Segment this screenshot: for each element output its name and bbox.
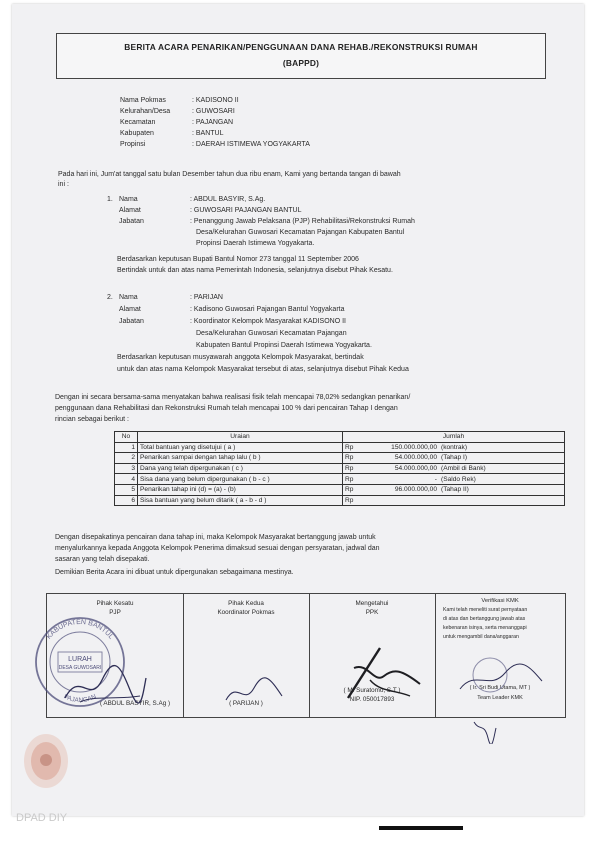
party-jabatan-cont: Desa/Kelurahan Guwosari Kecamatan Pajangan Kabupaten Bantul bbox=[196, 229, 405, 236]
party-number: 1. bbox=[107, 196, 113, 203]
party-number: 2. bbox=[107, 294, 113, 301]
row-uraian: Total bantuan yang disetujui ( a ) bbox=[138, 442, 343, 453]
document-subtitle: (BAPPD) bbox=[282, 58, 320, 68]
title-box bbox=[56, 33, 546, 79]
signatory-name: ( M. Suratomo, S.T ) bbox=[343, 687, 401, 694]
location-value: : DAERAH ISTIMEWA YOGYAKARTA bbox=[192, 141, 310, 148]
party-basis: Bertindak untuk dan atas nama Pemerintah Indonesia, selanjutnya disebut Pihak Kesatu. bbox=[117, 267, 393, 274]
location-label: Nama Pokmas bbox=[120, 97, 166, 104]
verification-text: untuk mengambil dana/anggaran bbox=[443, 634, 519, 640]
row-uraian: Sisa bantuan yang belum ditarik ( a - b - d ) bbox=[138, 495, 343, 506]
row-currency: Rp bbox=[343, 484, 366, 495]
location-value: : KADISONO II bbox=[192, 97, 239, 104]
stamp-center-text: LURAH bbox=[68, 656, 92, 663]
signature-scribble-icon bbox=[450, 655, 550, 700]
party-label: Nama bbox=[119, 294, 138, 301]
table-row bbox=[115, 495, 565, 506]
party-label: Alamat bbox=[119, 306, 141, 313]
verification-text: Kami telah meneliti surat pernyataan bbox=[443, 607, 528, 613]
row-currency: Rp bbox=[343, 495, 366, 506]
handwritten-mark-icon bbox=[470, 718, 500, 744]
signature-scribble-icon bbox=[340, 640, 430, 702]
row-uraian: Penarikan tahap ini (d) = (a) - (b) bbox=[138, 484, 343, 495]
archive-logo-icon bbox=[20, 730, 72, 792]
party-jabatan-cont: Propinsi Daerah Istimewa Yogyakarta. bbox=[196, 240, 315, 247]
closing-line: Dengan disepakatinya pencairan dana tahap ini, maka Kelompok Masyarakat bertanggung jawab untuk bbox=[55, 534, 376, 541]
signatory-name: ( Ir. Sri Budi Utama, MT ) bbox=[469, 685, 531, 691]
row-no: 4 bbox=[115, 474, 138, 485]
closing-line: Demikian Berita Acara ini dibuat untuk dipergunakan sebagaimana mestinya. bbox=[55, 569, 294, 576]
table-row bbox=[115, 484, 565, 495]
signatory-role: Team Leader KMK bbox=[477, 695, 523, 701]
row-no: 1 bbox=[115, 442, 138, 453]
signature-role: PJP bbox=[109, 609, 121, 616]
party-value: : GUWOSARI PAJANGAN BANTUL bbox=[190, 207, 302, 214]
table-header: Uraian bbox=[138, 432, 343, 443]
location-label: Kecamatan bbox=[120, 119, 156, 126]
scan-edge-bar bbox=[379, 826, 463, 830]
row-note: (Saldo Rek) bbox=[439, 474, 565, 485]
row-uraian: Dana yang telah dipergunakan ( c ) bbox=[138, 463, 343, 474]
row-note: (kontrak) bbox=[439, 442, 565, 453]
signature-scribble-icon bbox=[60, 650, 150, 710]
stamp-center-text: DESA GUWOSARI bbox=[58, 665, 102, 671]
table-header: Jumlah bbox=[343, 432, 565, 443]
table-header-row bbox=[115, 432, 565, 443]
document-title: BERITA ACARA PENARIKAN/PENGGUNAAN DANA REHAB./REKONSTRUKSI RUMAH bbox=[124, 42, 478, 52]
party-basis: Berdasarkan keputusan musyawarah anggota Kelompok Masyarakat, bertindak bbox=[117, 354, 364, 361]
party-label: Alamat bbox=[119, 207, 141, 214]
signature-heading: Mengetahui bbox=[355, 600, 389, 607]
location-value: : BANTUL bbox=[192, 130, 224, 137]
row-amount bbox=[365, 495, 439, 506]
row-note: (Tahap II) bbox=[439, 484, 565, 495]
row-amount: 96.000.000,00 bbox=[365, 484, 439, 495]
table-row bbox=[115, 442, 565, 453]
signature-heading: Pihak Kesatu bbox=[96, 600, 134, 607]
row-note: (Ambil di Bank) bbox=[439, 463, 565, 474]
statement-line: rincian sebagai berikut : bbox=[55, 416, 129, 423]
party-label: Nama bbox=[119, 196, 138, 203]
row-uraian: Penarikan sampai dengan tahap lalu ( b ) bbox=[138, 453, 343, 464]
party-value: : PARIJAN bbox=[190, 294, 223, 301]
row-currency: Rp bbox=[343, 474, 366, 485]
svg-text:KABUPATEN BANTUL bbox=[46, 619, 115, 641]
statement-line: Dengan ini secara bersama-sama menyatakan bahwa realisasi fisik telah mencapai 78,02% sedangkan penarikan/ bbox=[55, 394, 411, 401]
intro-line: Pada hari ini, Jum'at tanggal satu bulan Desember tahun dua ribu enam, Kami yang bertanda tangan di bawah bbox=[58, 171, 401, 178]
row-no: 3 bbox=[115, 463, 138, 474]
verification-text: di atas dan bertanggung jawab atas bbox=[443, 616, 526, 622]
statement-line: penggunaan dana Rehabilitasi dan Rekonstruksi Rumah telah mencapai 100 % dari pencairan Tahap I dengan bbox=[55, 405, 398, 412]
signatory-name: ( ABDUL BASYIR, S.Ag ) bbox=[99, 700, 171, 707]
stamp-top-text: KABUPATEN BANTUL bbox=[45, 618, 115, 641]
party-basis: untuk dan atas nama Kelompok Masyarakat tersebut di atas, selanjutnya disebut Pihak Kedua bbox=[117, 366, 409, 373]
row-uraian: Sisa dana yang belum dipergunakan ( b - c ) bbox=[138, 474, 343, 485]
signatory-name: ( PARIJAN ) bbox=[229, 700, 263, 707]
closing-line: menyalurkannya kepada Anggota Kelompok Penerima dimaksud sesuai dengan persyaratan, jadwal dan bbox=[55, 545, 380, 552]
party-basis: Berdasarkan keputusan Bupati Bantul Nomor 273 tanggal 11 September 2006 bbox=[117, 256, 359, 263]
party-jabatan-cont: Desa/Kelurahan Guwosari Kecamatan Pajangan bbox=[196, 330, 347, 337]
row-note bbox=[439, 495, 565, 506]
party-value: : Kadisono Guwosari Pajangan Bantul Yogyakarta bbox=[190, 306, 345, 313]
archive-watermark: DPAD DIY bbox=[16, 812, 68, 824]
signature-role: Koordinator Pokmas bbox=[217, 609, 275, 616]
location-value: : GUWOSARI bbox=[192, 108, 235, 115]
location-value: : PAJANGAN bbox=[192, 119, 234, 126]
party-value: : Koordinator Kelompok Masyarakat KADISONO II bbox=[190, 318, 347, 325]
table-row bbox=[115, 474, 565, 485]
row-currency: Rp bbox=[343, 463, 366, 474]
party-jabatan-cont: Kabupaten Bantul Propinsi Daerah Istimewa Yogyakarta. bbox=[196, 342, 372, 349]
row-no: 6 bbox=[115, 495, 138, 506]
row-amount: 150.000.000,00 bbox=[365, 442, 439, 453]
intro-line: ini : bbox=[58, 181, 69, 188]
signature-scribble-icon bbox=[222, 670, 292, 710]
fund-table bbox=[114, 431, 565, 506]
row-currency: Rp bbox=[343, 453, 366, 464]
signature-heading: Verifikasi KMK bbox=[481, 598, 519, 604]
row-amount: - bbox=[365, 474, 439, 485]
location-label: Kelurahan/Desa bbox=[120, 108, 171, 115]
row-amount: 54.000.000,00 bbox=[365, 453, 439, 464]
location-label: Kabupaten bbox=[120, 130, 154, 137]
table-row bbox=[115, 453, 565, 464]
table-row bbox=[115, 463, 565, 474]
signatory-nip: NIP. 050017893 bbox=[349, 696, 395, 703]
row-amount: 54.000.000,00 bbox=[365, 463, 439, 474]
table-header: No bbox=[115, 432, 138, 443]
stamp-bottom-text: PAJANGAN bbox=[62, 693, 98, 705]
signature-role: PPK bbox=[365, 609, 379, 616]
party-label: Jabatan bbox=[119, 318, 144, 325]
row-currency: Rp bbox=[343, 442, 366, 453]
row-note: (Tahap I) bbox=[439, 453, 565, 464]
verification-text: kebenaran isinya, serta menanggapi bbox=[443, 625, 527, 631]
row-no: 2 bbox=[115, 453, 138, 464]
location-label: Propinsi bbox=[120, 141, 146, 148]
signature-heading: Pihak Kedua bbox=[228, 600, 264, 607]
party-value: : ABDUL BASYIR, S.Ag. bbox=[190, 196, 266, 203]
closing-line: sasaran yang telah disepakati. bbox=[55, 556, 150, 563]
party-label: Jabatan bbox=[119, 218, 144, 225]
party-value: : Penanggung Jawab Pelaksana (PJP) Rehabilitasi/Rekonstruksi Rumah bbox=[190, 218, 415, 225]
row-no: 5 bbox=[115, 484, 138, 495]
